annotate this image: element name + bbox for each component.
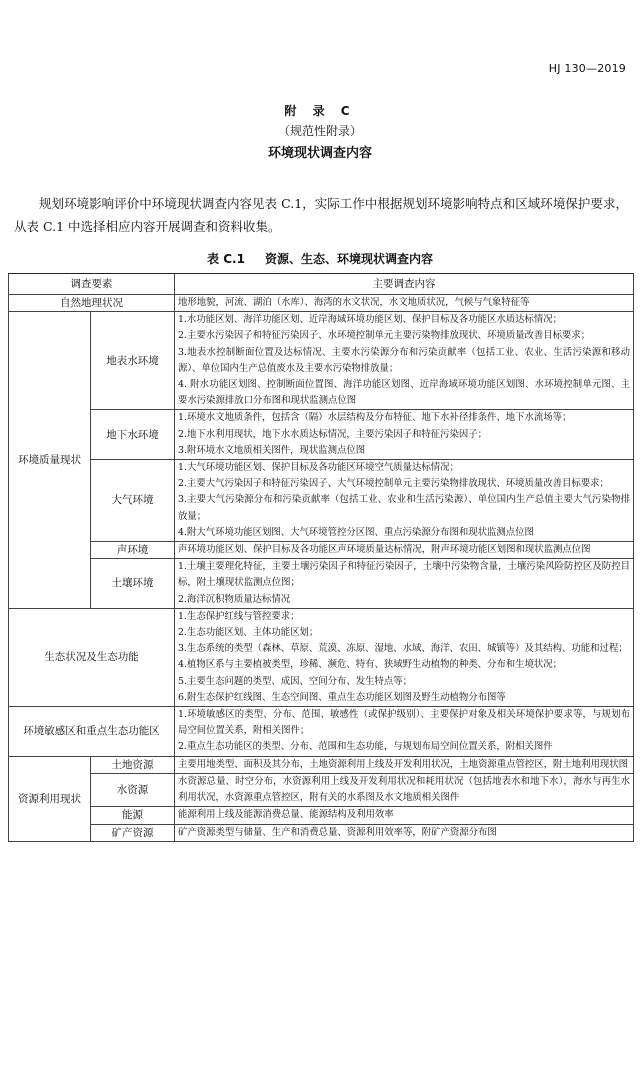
content-line: 1.环境水文地质条件，包括含（隔）水层结构及分布特征、地下水补径排条件、地下水流场等； <box>178 412 572 424</box>
table-caption-title: 资源、生态、环境现状调查内容 <box>264 252 433 266</box>
table-row <box>9 807 634 824</box>
content-water-resources <box>175 773 634 806</box>
content-line: 1.环境敏感区的类型、分布、范围、敏感性（或保护级别）、主要保护对象及相关环境保护要求等，与规划布局空间位置关系，附相关图件； <box>178 709 630 737</box>
content-line: 1.生态保护红线与管控要求； <box>178 610 300 622</box>
sub-groundwater: 地下水环境 <box>91 410 175 460</box>
document-code: HJ 130—2019 <box>548 62 626 75</box>
content-line: 主要用地类型、面积及其分布，土地资源利用上线及开发利用状况，土地资源重点管控区，附土地利用现状图 <box>178 758 629 770</box>
content-line: 4.附大气环境功能区划图、大气环境管控分区图、重点污染源分布图和现状监测点位图 <box>178 526 534 538</box>
table-row <box>9 559 634 609</box>
table-caption-number: 表 C.1 <box>207 252 245 266</box>
content-line: 6.附生态保护红线图、生态空间图、重点生态功能区划图及野生动植物分布图等 <box>178 691 506 703</box>
content-soil <box>175 559 634 609</box>
intro-paragraph: 规划环境影响评价中环境现状调查内容见表 C.1，实际工作中根据规划环境影响特点和区域环境保护要求，从表 C.1 中选择相应内容开展调查和资料收集。 <box>14 196 628 234</box>
table-row <box>9 756 634 773</box>
content-surface-water <box>175 312 634 410</box>
content-line: 2.海洋沉积物质量达标情况 <box>178 593 291 605</box>
table-row <box>9 773 634 806</box>
appendix-normative-note: （规范性附录） <box>277 124 362 138</box>
table-header-row <box>9 274 634 295</box>
content-line: 1.水功能区划、海洋功能区划、近岸海域环境功能区划、保护目标及各功能区水质达标情况； <box>178 314 562 326</box>
table-row <box>9 410 634 460</box>
content-line: 3.附环境水文地质相关图件，现状监测点位图 <box>178 444 366 456</box>
table-row <box>9 824 634 841</box>
sub-mineral: 矿产资源 <box>91 824 175 841</box>
header-survey-element: 调查要素 <box>9 274 175 295</box>
survey-content-table <box>8 273 634 842</box>
content-ecology <box>175 608 634 706</box>
content-sensitive-areas <box>175 707 634 757</box>
table-row <box>9 312 634 410</box>
sub-energy: 能源 <box>91 807 175 824</box>
content-line: 4. 附水功能区划图、控制断面位置图、海洋功能区划图、近岸海域环境功能区划图、水环境控制单元图、主要水污染源排放口分布图和现状监测点位图 <box>178 379 630 407</box>
content-line: 3.主要大气污染源分布和污染贡献率（包括工业、农业和生活污染源）、单位国内生产总值主要大气污染物排放量； <box>178 494 630 522</box>
content-line: 5.主要生态问题的类型、成因、空间分布、发生特点等； <box>178 675 412 687</box>
sub-land: 土地资源 <box>91 756 175 773</box>
content-groundwater <box>175 410 634 460</box>
content-natural: 地形地貌，河流、湖泊（水库）、海湾的水文状况，水文地质状况，气候与气象特征等 <box>175 295 634 312</box>
content-mineral <box>175 824 634 841</box>
content-land <box>175 756 634 773</box>
content-line: 2.主要大气污染因子和特征污染因子、大气环境控制单元主要污染物排放现状、环境质量改善目标要求； <box>178 478 609 490</box>
table-row <box>9 707 634 757</box>
content-air <box>175 460 634 542</box>
category-resources: 资源利用现状 <box>9 756 91 841</box>
sub-surface-water: 地表水环境 <box>91 312 175 410</box>
content-line: 3.生态系统的类型（森林、草原、荒漠、冻原、湿地、水域、海洋、农田、城镇等）及其结构、功能和过程； <box>178 643 628 655</box>
sub-air: 大气环境 <box>91 460 175 542</box>
table-row <box>9 542 634 559</box>
content-line: 4.植物区系与主要植被类型，珍稀、濒危、特有、狭域野生动植物的种类、分布和生境状况； <box>178 659 562 671</box>
appendix-title: 附 录 C <box>284 104 356 118</box>
content-line: 1.大气环境功能区划、保护目标及各功能区环境空气质量达标情况； <box>178 462 459 474</box>
category-ecology: 生态状况及生态功能 <box>9 608 175 706</box>
content-line: 2.重点生态功能区的类型、分布、范围和生态功能，与规划布局空间位置关系，附相关图件 <box>178 741 553 753</box>
content-line: 矿产资源类型与储量、生产和消费总量、资源利用效率等，附矿产资源分布图 <box>178 826 497 838</box>
category-env-quality: 环境质量现状 <box>9 312 91 609</box>
content-line: 水资源总量、时空分布，水资源利用上线及开发利用状况和耗用状况（包括地表水和地下水），海水与再生水利用状况，水资源重点管控区，附有关的水系图及水文地质相关图件 <box>178 775 630 804</box>
content-acoustic <box>175 542 634 559</box>
category-sensitive-areas: 环境敏感区和重点生态功能区 <box>9 707 175 757</box>
category-natural: 自然地理状况 <box>9 295 175 312</box>
sub-water-resources: 水资源 <box>91 773 175 806</box>
content-line: 能源利用上线及能源消费总量、能源结构及利用效率 <box>178 809 394 821</box>
content-line: 2.地下水利用现状，地下水水质达标情况，主要污染因子和特征污染因子； <box>178 428 487 440</box>
content-line: 2.生态功能区划、主体功能区划； <box>178 627 319 639</box>
table-row <box>9 295 634 312</box>
table-row <box>9 608 634 706</box>
content-energy <box>175 807 634 824</box>
sub-acoustic: 声环境 <box>91 542 175 559</box>
table-caption <box>0 250 640 267</box>
content-line: 2.主要水污染因子和特征污染因子、水环境控制单元主要污染物排放现状、环境质量改善目标要求； <box>178 330 591 342</box>
sub-soil: 土壤环境 <box>91 559 175 609</box>
header-main-content: 主要调查内容 <box>175 274 634 295</box>
appendix-heading: 环境现状调查内容 <box>267 146 372 161</box>
content-line: 3.地表水控制断面位置及达标情况、主要水污染源分布和污染贡献率（包括工业、农业、生活污染源和移动源）、单位国内生产总值废水及主要水污染物排放量； <box>178 346 630 374</box>
content-line: 声环境功能区划、保护目标及各功能区声环境质量达标情况，附声环境功能区划图和现状监测点位图 <box>178 544 591 556</box>
content-line: 1.土壤主要理化特征，主要土壤污染因子和特征污染因子，土壤中污染物含量，土壤污染风险防控区及防控目标，附土壤现状监测点位图； <box>178 561 630 589</box>
table-row <box>9 460 634 542</box>
